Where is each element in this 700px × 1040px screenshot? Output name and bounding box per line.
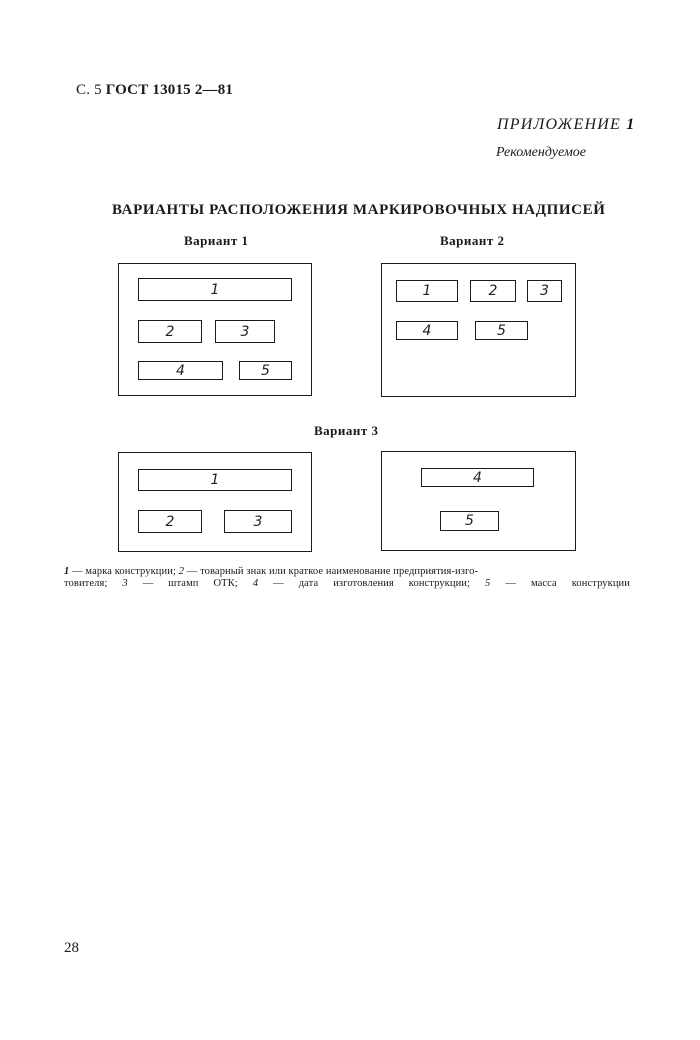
- legend-text-3: — штамп ОТК;: [127, 578, 253, 589]
- legend-text-2b: товителя;: [64, 578, 123, 589]
- v3-cell-5: 5: [440, 511, 499, 531]
- v2-cell-4: 4: [396, 321, 458, 340]
- appendix-number: 1: [626, 116, 636, 133]
- variant-1-diagram: [118, 263, 312, 396]
- v1-cell-2: 2: [138, 320, 202, 343]
- appendix-heading: [497, 116, 635, 134]
- page-number: 28: [64, 940, 79, 956]
- v3-cell-4: 4: [421, 468, 534, 487]
- legend-key-3: 3: [122, 578, 128, 589]
- page-prefix: С. 5: [76, 82, 102, 98]
- page-header: [76, 82, 233, 99]
- legend-key-1: 1: [64, 566, 70, 577]
- standard-number: ГОСТ 13015 2—81: [105, 82, 234, 98]
- variant-3-front-diagram: [118, 452, 312, 552]
- legend-text-2: — товарный знак или краткое наименование предприятия-изго-: [184, 566, 479, 577]
- v2-cell-1: 1: [396, 280, 458, 302]
- v3-cell-2: 2: [138, 510, 202, 533]
- v1-cell-4: 4: [138, 361, 223, 380]
- legend-key-4: 4: [252, 578, 259, 589]
- legend-text-4: — дата изготовления конструкции;: [258, 578, 486, 589]
- appendix-word: ПРИЛОЖЕНИЕ: [497, 116, 621, 133]
- variant-3-label: Вариант 3: [314, 423, 379, 438]
- legend: [64, 566, 630, 590]
- legend-key-2: 2: [178, 566, 185, 577]
- appendix-status: Рекомендуемое: [496, 145, 586, 160]
- v2-cell-2: 2: [470, 280, 516, 302]
- v1-cell-5: 5: [239, 361, 292, 380]
- variant-2-diagram: [381, 263, 576, 397]
- v3-cell-3: 3: [224, 510, 292, 533]
- page-title: ВАРИАНТЫ РАСПОЛОЖЕНИЯ МАРКИРОВОЧНЫХ НАДПИСЕЙ: [112, 202, 606, 218]
- legend-text-1: — марка конструкции;: [69, 566, 179, 577]
- variant-3-back-diagram: [381, 451, 576, 551]
- v1-cell-1: 1: [138, 278, 292, 301]
- v2-cell-5: 5: [475, 321, 528, 340]
- legend-line-2: [64, 578, 630, 590]
- v1-cell-3: 3: [215, 320, 275, 343]
- legend-line-1: [64, 566, 630, 578]
- legend-text-5: — масса конструкции: [490, 578, 630, 589]
- legend-key-5: 5: [485, 578, 491, 589]
- v2-cell-3: 3: [527, 280, 562, 302]
- variant-1-label: Вариант 1: [184, 233, 249, 248]
- v3-cell-1: 1: [138, 469, 292, 491]
- variant-2-label: Вариант 2: [440, 233, 505, 248]
